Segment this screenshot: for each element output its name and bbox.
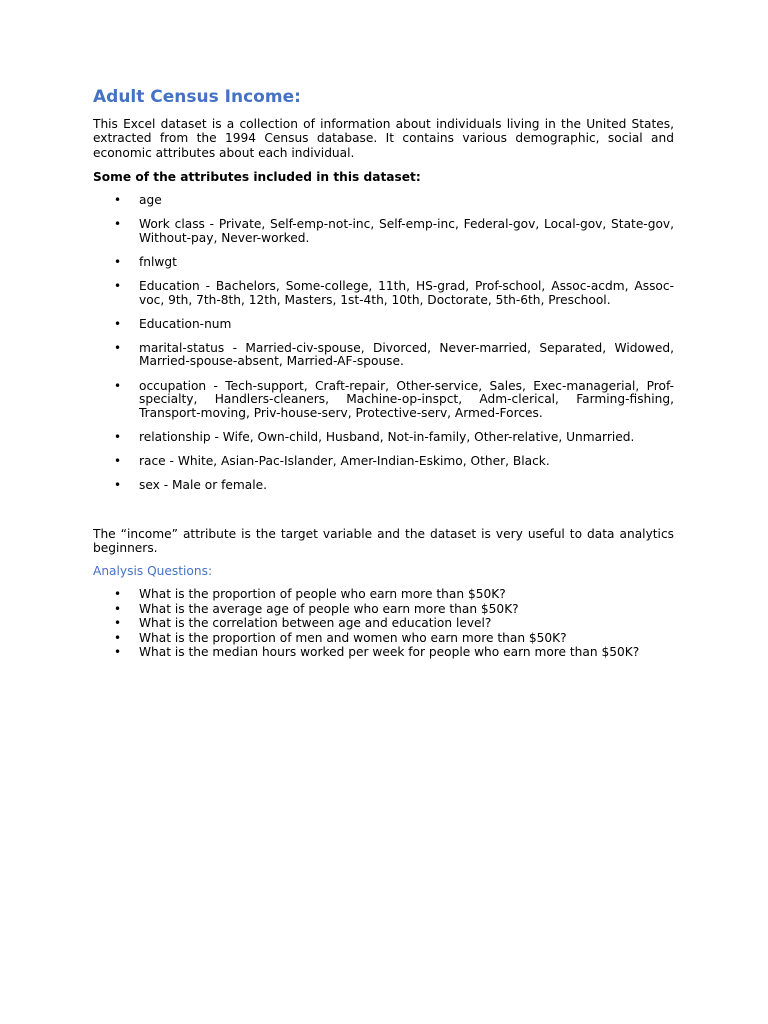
- bullet-icon: •: [114, 645, 122, 660]
- attribute-text: Work class - Private, Self-emp-not-inc, Self-emp-inc, Federal-gov, Local-gov, State-gov, Without-pay, Never-worked.: [139, 217, 674, 245]
- attributes-list: [93, 194, 674, 492]
- list-item: [93, 280, 674, 307]
- bullet-icon: •: [114, 193, 122, 208]
- bullet-icon: •: [114, 429, 122, 444]
- document-page: [93, 86, 674, 660]
- outro-paragraph: The “income” attribute is the target variable and the dataset is very useful to data analytics beginners.: [93, 526, 674, 555]
- bullet-icon: •: [114, 378, 122, 393]
- list-item: [93, 455, 674, 469]
- bullet-icon: •: [114, 340, 122, 355]
- question-text: What is the average age of people who earn more than $50K?: [139, 601, 519, 616]
- question-text: What is the correlation between age and education level?: [139, 616, 492, 631]
- list-item: [93, 342, 674, 369]
- list-item: [93, 479, 674, 493]
- attribute-text: Education - Bachelors, Some-college, 11th, HS-grad, Prof-school, Assoc-acdm, Assoc-voc, 9th, 7th-8th, 12th, Masters, 1st-4th, 10th, Doctorate, 5th-6th, Preschool.: [139, 279, 674, 307]
- bullet-icon: •: [114, 453, 122, 468]
- list-item: [93, 318, 674, 332]
- question-text: What is the proportion of people who earn more than $50K?: [139, 587, 506, 602]
- bullet-icon: •: [114, 616, 122, 631]
- bullet-icon: •: [114, 478, 122, 492]
- list-item: [93, 631, 674, 645]
- list-item: [93, 587, 674, 601]
- attribute-text: marital-status - Married-civ-spouse, Divorced, Never-married, Separated, Widowed, Married-spouse-absent, Married-AF-spouse.: [139, 340, 674, 369]
- question-text: What is the proportion of men and women who earn more than $50K?: [139, 630, 567, 645]
- attribute-text: relationship - Wife, Own-child, Husband, Not-in-family, Other-relative, Unmarried.: [139, 429, 635, 444]
- attributes-heading: Some of the attributes included in this dataset:: [93, 169, 421, 184]
- bullet-icon: •: [114, 217, 122, 232]
- list-item: [93, 380, 674, 421]
- bullet-icon: •: [114, 630, 122, 645]
- attribute-text: sex - Male or female.: [139, 478, 267, 492]
- question-text: What is the median hours worked per week for people who earn more than $50K?: [139, 645, 640, 660]
- bullet-icon: •: [114, 316, 122, 331]
- list-item: [93, 218, 674, 245]
- list-item: [93, 645, 674, 659]
- attribute-text: fnlwgt: [139, 254, 177, 269]
- bullet-icon: •: [114, 601, 122, 616]
- intro-paragraph: This Excel dataset is a collection of information about individuals living in the United States, extracted from the 1994 Census database. It contains various demographic, social and economic attributes about each individual.: [93, 117, 674, 160]
- bullet-icon: •: [114, 254, 122, 269]
- attribute-text: age: [139, 193, 162, 208]
- attribute-text: Education-num: [139, 316, 232, 331]
- bullet-icon: •: [114, 279, 122, 294]
- document-title: Adult Census Income:: [93, 87, 301, 107]
- list-item: [93, 256, 674, 270]
- questions-heading: Analysis Questions:: [93, 564, 213, 579]
- attribute-text: race - White, Asian-Pac-Islander, Amer-Indian-Eskimo, Other, Black.: [139, 453, 550, 468]
- list-item: [93, 616, 674, 630]
- questions-list: [93, 587, 674, 659]
- attribute-text: occupation - Tech-support, Craft-repair, Other-service, Sales, Exec-managerial, Prof-specialty, Handlers-cleaners, Machine-op-inspct, Adm-clerical, Farming-fishing, Transport-moving, Priv-house-serv, Protective-serv, Armed-Forces.: [139, 378, 674, 420]
- list-item: [93, 602, 674, 616]
- bullet-icon: •: [114, 587, 122, 602]
- list-item: [93, 194, 674, 208]
- list-item: [93, 431, 674, 445]
